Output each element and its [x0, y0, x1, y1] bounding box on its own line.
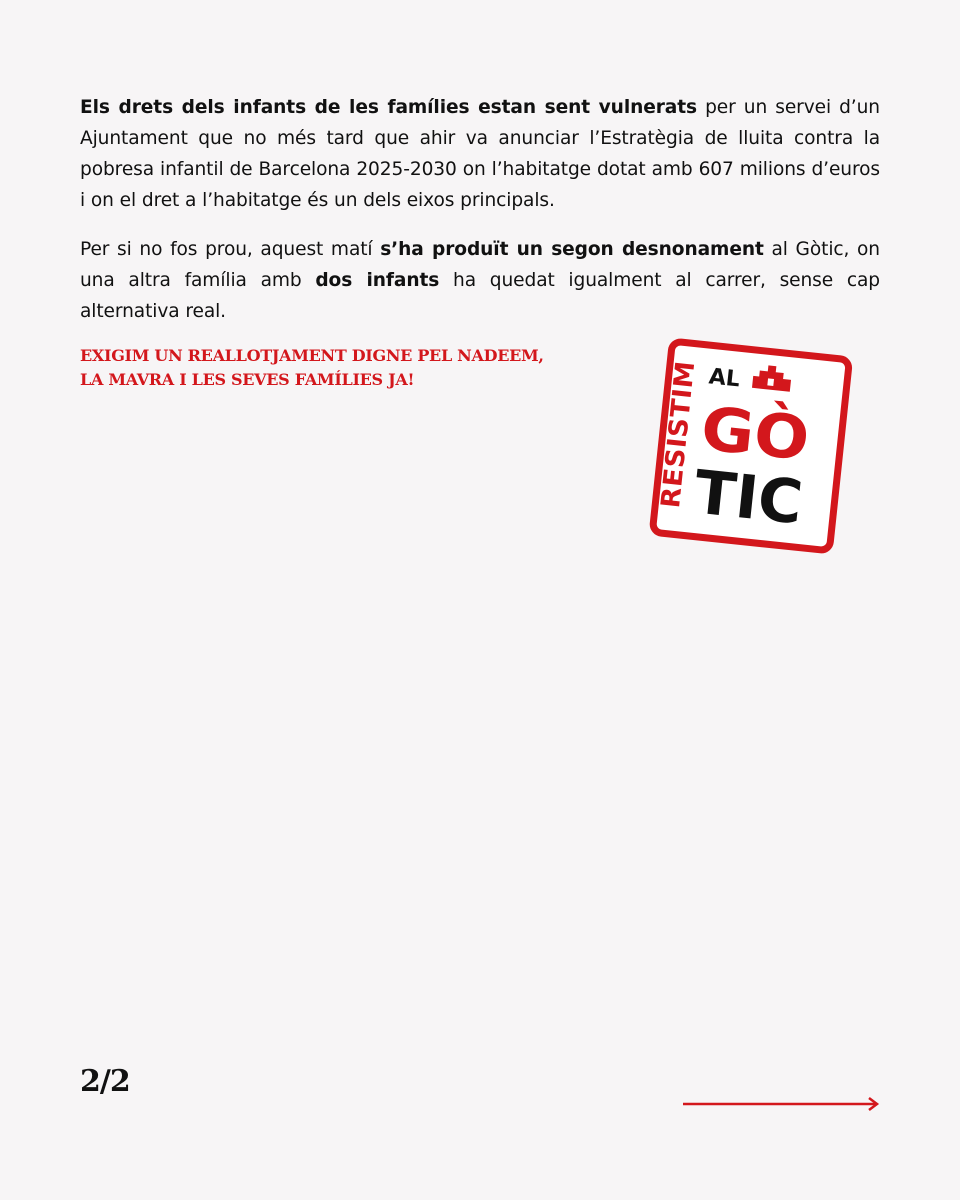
demand-line-2: LA MAVRA I LES SEVES FAMÍLIES JA!: [80, 370, 415, 389]
arrow-right-icon[interactable]: [682, 1094, 882, 1114]
resistim-al-gotic-logo: [646, 330, 856, 560]
second-paragraph: [80, 234, 880, 327]
logo-word-al: AL: [707, 364, 742, 393]
second-part-2: al Gòtic, on una altra família amb: [80, 239, 880, 291]
intro-body: per un servei d’un Ajuntament que no més tard que ahir va anunciar l’Estratègia de lluita contra la pobresa infantil de Barcelona 2025-2030 on l’habitatge dotat amb 607 milions d’euros i on el dret a l’habitatge és un dels eixos principals.: [80, 97, 880, 211]
intro-emphasis: Els drets dels infants de les famílies estan sent vulnerats: [80, 97, 698, 118]
second-emphasis-children: dos infants: [315, 270, 440, 291]
logo-word-go: GÒ: [697, 393, 805, 475]
second-part-3: ha quedat igualment al carrer, sense cap alternativa real.: [80, 270, 880, 322]
page-indicator: 2/2: [80, 1064, 130, 1099]
logo-word-tic: TIC: [691, 457, 806, 539]
demand-line-1: EXIGIM UN REALLOTJAMENT DIGNE PEL NADEEM,: [80, 346, 544, 365]
second-part-1: Per si no fos prou, aquest matí: [80, 239, 381, 260]
logo-word-resistim: RESISTIM: [656, 364, 701, 510]
second-emphasis-eviction: s’ha produït un segon desnonament: [380, 239, 764, 260]
demand-heading: [80, 344, 640, 392]
intro-paragraph: [80, 92, 880, 216]
